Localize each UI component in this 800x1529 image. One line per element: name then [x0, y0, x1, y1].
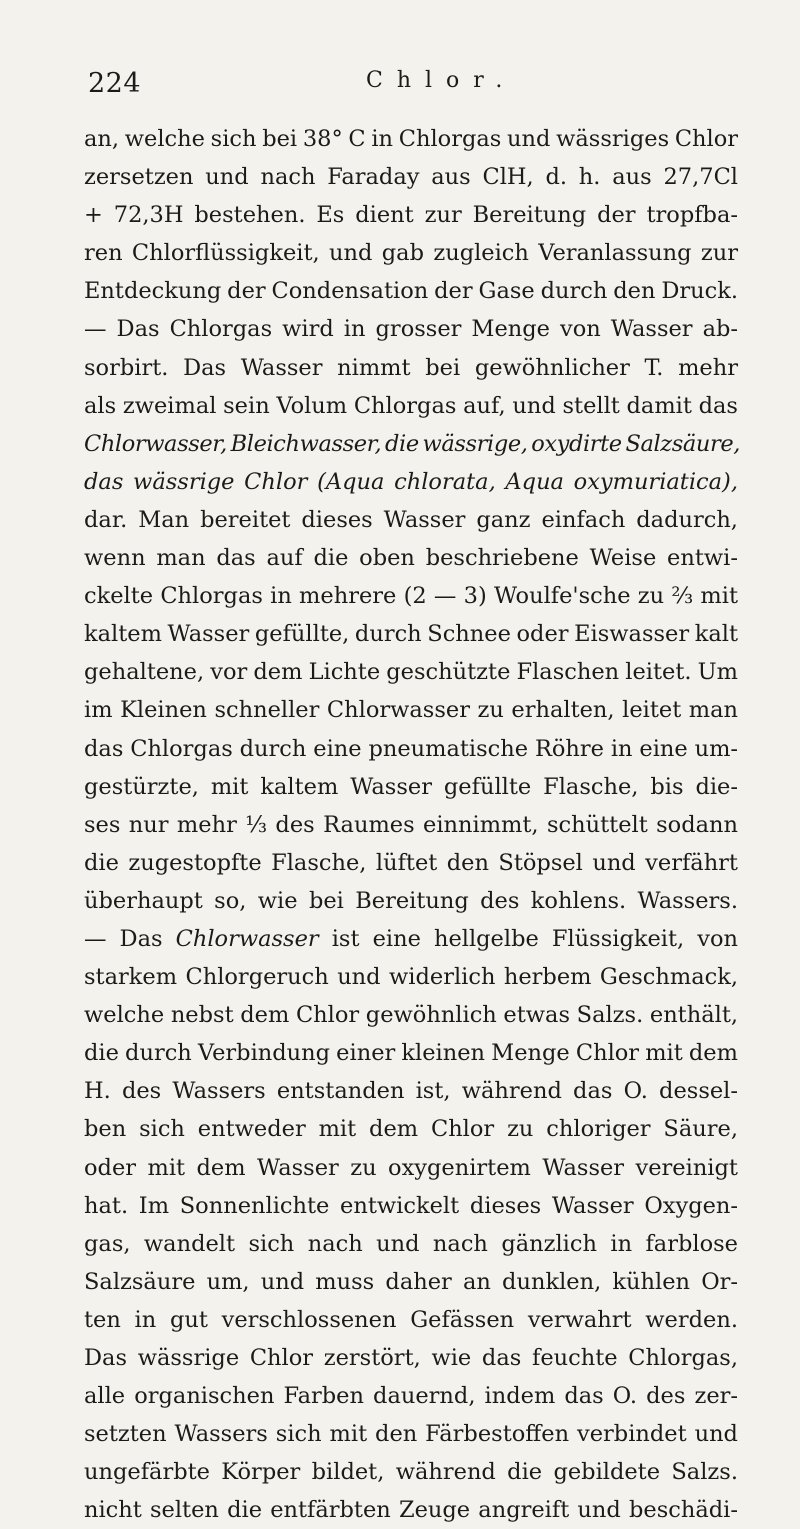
- text-line: [84, 539, 744, 577]
- text-segment: das Chlorgas durch eine pneumatische Röhre in eine um-: [84, 735, 739, 762]
- text-line: [84, 691, 744, 729]
- text-line: [84, 1415, 744, 1453]
- text-segment: sorbirt. Das Wasser nimmt bei gewöhnlicher T. mehr: [84, 354, 738, 381]
- text-line: [84, 882, 744, 920]
- text-line: [84, 272, 744, 310]
- text-segment: Entdeckung der Condensation der Gase durch den Druck.: [84, 278, 738, 305]
- text-segment: an, welche sich bei 38° C in Chlorgas und wässriges Chlor: [84, 126, 739, 152]
- text-line: [84, 387, 744, 425]
- text-line: [84, 1377, 744, 1415]
- text-line: [84, 844, 744, 882]
- text-line: [84, 425, 744, 463]
- text-segment: + 72,3H bestehen. Es dient zur Bereitung der tropfba-: [84, 202, 738, 229]
- text-line: [84, 120, 744, 158]
- text-segment: das wässrige Chlor (Aqua chlorata, Aqua oxymuriatica),: [84, 468, 738, 495]
- text-segment: die zugestopfte Flasche, lüftet den Stöpsel und verfährt: [84, 849, 738, 876]
- text-segment: hat. Im Sonnenlichte entwickelt dieses Wasser Oxygen-: [84, 1192, 739, 1219]
- page-number: 224: [88, 68, 142, 99]
- text-line: [84, 1072, 744, 1110]
- text-segment: welche nebst dem Chlor gewöhnlich etwas Salzs. enthält,: [84, 1002, 739, 1029]
- text-segment: — Das Chlorgas wird in grosser Menge von Wasser ab-: [84, 316, 739, 343]
- text-segment: gestürzte, mit kaltem Wasser gefüllte Flasche, bis die-: [84, 773, 738, 800]
- text-segment: nicht selten die entfärbten Zeuge angreift und beschädi-: [84, 1497, 738, 1524]
- text-segment: starkem Chlorgeruch und widerlich herbem Geschmack,: [84, 964, 738, 991]
- text-segment: kaltem Wasser gefüllte, durch Schnee oder Eiswasser kalt: [84, 621, 739, 648]
- text-line: [84, 196, 744, 234]
- text-segment: dar. Man bereitet dieses Wasser ganz einfach dadurch,: [84, 506, 738, 533]
- text-line: [84, 1491, 744, 1529]
- text-segment: setzten Wassers sich mit den Färbestoffen verbindet und: [84, 1421, 738, 1448]
- text-segment: oder mit dem Wasser zu oxygenirtem Wasser vereinigt: [84, 1154, 738, 1181]
- text-segment: Chlorwasser: [175, 925, 319, 952]
- text-segment: zersetzen und nach Faraday aus ClH, d. h. aus 27,7Cl: [84, 164, 738, 191]
- text-line: [84, 1453, 744, 1491]
- text-segment: alle organischen Farben dauernd, indem das O. des zer-: [84, 1383, 739, 1410]
- text-line: [84, 577, 744, 615]
- text-segment: — Das: [84, 925, 176, 952]
- text-line: [84, 958, 744, 996]
- text-line: [84, 1110, 744, 1148]
- text-segment: Das wässrige Chlor zerstört, wie das feuchte Chlorgas,: [84, 1345, 739, 1371]
- text-segment: als zweimal sein Volum Chlorgas auf, und stellt damit das: [84, 392, 738, 419]
- text-segment: überhaupt so, wie bei Bereitung des kohlens. Wassers.: [84, 887, 738, 914]
- text-segment: ses nur mehr ⅓ des Raumes einnimmt, schüttelt sodann: [84, 811, 739, 838]
- text-segment: im Kleinen schneller Chlorwasser zu erhalten, leitet man: [84, 697, 739, 724]
- text-line: [84, 1301, 744, 1339]
- text-segment: ben sich entweder mit dem Chlor zu chloriger Säure,: [84, 1116, 738, 1143]
- text-segment: H. des Wassers entstanden ist, während das O. dessel-: [84, 1078, 738, 1105]
- text-segment: die durch Verbindung einer kleinen Menge Chlor mit dem: [84, 1040, 738, 1067]
- text-line: [84, 463, 744, 501]
- text-segment: Salzsäure um, und muss daher an dunklen, kühlen Or-: [84, 1268, 739, 1295]
- running-title: Chlor.: [366, 68, 517, 93]
- text-segment: ungefärbte Körper bildet, während die gebildete Salzs.: [84, 1459, 738, 1486]
- text-line: [84, 806, 744, 844]
- text-line: [84, 501, 744, 539]
- text-segment: ten in gut verschlossenen Gefässen verwahrt werden.: [84, 1306, 738, 1333]
- text-segment: gehaltene, vor dem Lichte geschützte Flaschen leitet. Um: [84, 659, 738, 686]
- text-line: [84, 349, 744, 387]
- text-line: [84, 996, 744, 1034]
- text-line: [84, 1339, 744, 1377]
- text-line: [84, 653, 744, 691]
- text-segment: ckelte Chlorgas in mehrere (2 — 3) Woulfe'sche zu ⅔ mit: [84, 583, 738, 610]
- text-segment: wenn man das auf die oben beschriebene Weise entwi-: [84, 545, 738, 572]
- text-line: [84, 768, 744, 806]
- text-segment: gas, wandelt sich nach und nach gänzlich in farblose: [84, 1230, 738, 1257]
- body-text: [84, 120, 744, 1529]
- text-segment: Chlorwasser, Bleichwasser, die wässrige, oxydirte Salzsäure,: [84, 430, 740, 457]
- text-line: [84, 1187, 744, 1225]
- text-line: [84, 1149, 744, 1187]
- text-line: [84, 310, 744, 348]
- page-header: [88, 68, 728, 108]
- text-line: [84, 1034, 744, 1072]
- text-line: [84, 234, 744, 272]
- text-line: [84, 1225, 744, 1263]
- text-segment: ren Chlorflüssigkeit, und gab zugleich Veranlassung zur: [84, 240, 738, 267]
- text-line: [84, 920, 744, 958]
- text-line: [84, 158, 744, 196]
- text-segment: ist eine hellgelbe Flüssigkeit, von: [318, 925, 738, 952]
- text-line: [84, 615, 744, 653]
- text-line: [84, 730, 744, 768]
- text-line: [84, 1263, 744, 1301]
